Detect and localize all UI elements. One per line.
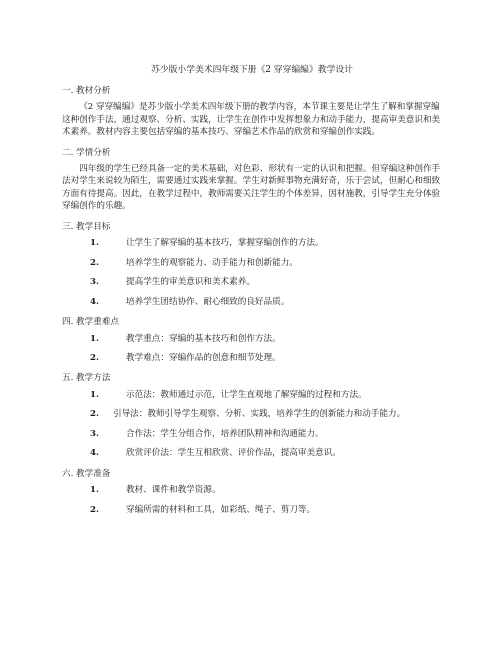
list-number: 3. — [90, 277, 99, 288]
methods-list — [62, 389, 442, 460]
list-number: 2. — [90, 353, 99, 363]
section-heading: 四. 教学重难点 — [62, 317, 120, 328]
section-heading: 六. 教学准备 — [62, 468, 111, 479]
list-text: 培养学生团结协作、耐心细致的良好品质。 — [126, 296, 290, 307]
list-item — [62, 389, 442, 401]
list-text: 示范法：教师通过示范，让学生直观地了解穿编的过程和方法。 — [126, 389, 367, 400]
section-heading: 一. 教材分析 — [62, 85, 111, 96]
list-number: 1. — [90, 485, 99, 496]
list-number: 2. — [90, 409, 99, 420]
list-text: 教学难点：穿编作品的创意和细节处理。 — [126, 353, 281, 363]
list-item — [62, 352, 442, 364]
section-heading: 五. 教学方法 — [62, 373, 111, 384]
list-number: 3. — [90, 428, 99, 439]
section-heading: 二. 学情分析 — [62, 147, 111, 158]
list-text: 教学重点：穿编的基本技巧和创作方法。 — [126, 333, 281, 344]
key-points-list — [62, 333, 442, 365]
list-number: 4. — [90, 448, 99, 459]
list-text: 合作法：学生分组合作，培养团队精神和沟通能力。 — [126, 428, 324, 439]
list-text: 培养学生的观察能力、动手能力和创新能力。 — [126, 257, 298, 268]
section-heading: 三. 教学目标 — [62, 221, 111, 232]
list-item — [62, 408, 442, 420]
list-item — [62, 276, 442, 288]
list-text: 穿编所需的材料和工具，如彩纸、绳子、剪刀等。 — [126, 504, 316, 515]
list-item — [62, 257, 442, 269]
list-item — [62, 237, 442, 249]
document-title: 苏少版小学美术四年级下册《2 穿穿编编》教学设计 — [151, 65, 353, 75]
preparation-list — [62, 484, 442, 516]
list-item — [62, 296, 442, 308]
objectives-list — [62, 237, 442, 308]
list-item — [62, 484, 442, 496]
list-text: 教材、课件和教学资源。 — [126, 485, 221, 496]
list-number: 2. — [90, 257, 99, 268]
list-item — [62, 428, 442, 440]
list-text: 欣赏评价法：学生互相欣赏、评价作品，提高审美意识。 — [126, 448, 341, 459]
section-paragraph: 四年级的学生已经具备一定的美术基础，对色彩、形状有一定的认识和把握。但穿编这种创作手法对学生来说较为陌生，需要通过实践来掌握。学生对新鲜事物充满好奇，乐于尝试，但耐心和细致方面有待提高。因此，在教学过程中，教师需要关注学生的个体差异，因材施教，引导学生充分体验穿编创作的乐趣。 — [62, 164, 441, 212]
list-number: 1. — [90, 333, 99, 344]
list-item — [62, 504, 442, 516]
list-text: 提高学生的审美意识和美术素养。 — [126, 277, 255, 288]
list-number: 4. — [90, 296, 99, 307]
list-item — [62, 333, 442, 345]
list-number: 1. — [90, 238, 99, 249]
list-text: 让学生了解穿编的基本技巧，掌握穿编创作的方法。 — [126, 238, 324, 249]
section-paragraph: 《2 穿穿编编》是苏少版小学美术四年级下册的教学内容，本节课主要是让学生了解和掌握穿编这种创作手法，通过观察、分析、实践，让学生在创作中发挥想象力和动手能力，提高审美意识和美术素养。教材内容主要包括穿编的基本技巧、穿编艺术作品的欣赏和穿编创作实践。 — [62, 102, 441, 138]
list-number: 1. — [90, 389, 99, 400]
list-text: 引导法：教师引导学生观察、分析、实践，培养学生的创新能力和动手能力。 — [112, 409, 406, 420]
list-number: 2. — [90, 504, 99, 515]
list-item — [62, 447, 442, 459]
